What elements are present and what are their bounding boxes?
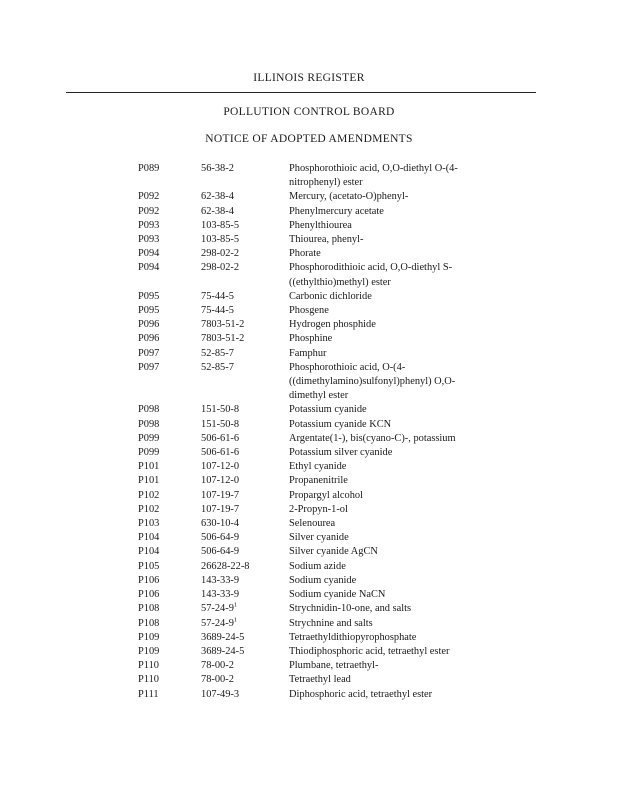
cas-number: 7803-51-2 xyxy=(201,319,245,331)
waste-code: P098 xyxy=(138,418,160,430)
waste-code: P106 xyxy=(138,574,160,586)
substance-name: Ethyl cyanide xyxy=(289,461,347,473)
cas-number: 107-12-0 xyxy=(201,475,240,487)
substance-name: Tetraethyl lead xyxy=(289,674,351,686)
substance-name: Propargyl alcohol xyxy=(289,489,363,501)
waste-code: P089 xyxy=(138,163,160,174)
cas-number: 75-44-5 xyxy=(201,305,234,317)
waste-code: P104 xyxy=(138,546,160,558)
cas-number: 52-85-7 xyxy=(201,347,234,359)
substance-name: Plumbane, tetraethyl- xyxy=(289,660,379,672)
cas-number: 3689-24-5 xyxy=(201,631,245,643)
waste-code: P111 xyxy=(138,688,159,700)
substance-name: Phosgene xyxy=(289,305,329,317)
substance-name: Phosphorothioic acid, O,O-diethyl O-(4-nitrophenyl) ester xyxy=(289,163,458,189)
waste-code: P094 xyxy=(138,262,160,274)
table-row xyxy=(0,261,618,289)
waste-code: P104 xyxy=(138,532,160,544)
waste-code: P101 xyxy=(138,461,160,473)
table-row xyxy=(0,162,618,190)
substance-name: Selenourea xyxy=(289,518,336,530)
footnote-marker: 1 xyxy=(233,601,238,609)
cas-number: 62-38-4 xyxy=(201,191,234,203)
waste-code: P092 xyxy=(138,205,160,217)
substance-name: Sodium cyanide xyxy=(289,574,357,586)
table-row xyxy=(0,659,618,673)
waste-code: P097 xyxy=(138,361,160,373)
substance-name: Argentate(1-), bis(cyano-C)-, potassium xyxy=(289,432,456,444)
table-row xyxy=(0,418,618,432)
table-row xyxy=(0,403,618,417)
cas-number: 52-85-7 xyxy=(201,361,234,373)
waste-code: P109 xyxy=(138,631,160,643)
substance-name: Phorate xyxy=(289,248,321,260)
register-title: ILLINOIS REGISTER xyxy=(253,72,365,84)
substance-name: Phenylthiourea xyxy=(289,219,352,231)
table-row xyxy=(0,545,618,559)
waste-code: P095 xyxy=(138,290,160,302)
substance-name: 2-Propyn-1-ol xyxy=(289,503,348,515)
cas-number: 506-64-9 xyxy=(201,532,240,544)
cas-number: 26628-22-8 xyxy=(201,560,250,572)
waste-code: P101 xyxy=(138,475,160,487)
table-row xyxy=(0,688,618,702)
table-row xyxy=(0,489,618,503)
substance-name: Potassium silver cyanide xyxy=(289,447,393,459)
cas-number: 151-50-8 xyxy=(201,418,240,430)
cas-number: 143-33-9 xyxy=(201,589,240,601)
waste-code: P109 xyxy=(138,645,160,657)
cas-number: 62-38-4 xyxy=(201,205,234,217)
substance-name: Silver cyanide xyxy=(289,532,349,544)
substance-name: Potassium cyanide xyxy=(289,404,367,416)
waste-code: P106 xyxy=(138,589,160,601)
waste-code: P102 xyxy=(138,503,160,515)
table-row xyxy=(0,233,618,247)
waste-code: P092 xyxy=(138,191,160,203)
table-row xyxy=(0,673,618,687)
table-row xyxy=(0,503,618,517)
table-row xyxy=(0,460,618,474)
substance-name: Thiodiphosphoric acid, tetraethyl ester xyxy=(289,645,450,657)
footnote-marker: 1 xyxy=(233,616,238,624)
cas-number: 143-33-9 xyxy=(201,574,240,586)
table-row xyxy=(0,588,618,602)
cas-number: 75-44-5 xyxy=(201,290,234,302)
waste-code: P108 xyxy=(138,603,160,615)
substance-name: Hydrogen phosphide xyxy=(289,319,376,331)
waste-code: P105 xyxy=(138,560,160,572)
table-row xyxy=(0,574,618,588)
cas-number: 3689-24-5 xyxy=(201,645,245,657)
table-row xyxy=(0,432,618,446)
waste-code: P096 xyxy=(138,319,160,331)
waste-code: P110 xyxy=(138,674,159,686)
table-row xyxy=(0,304,618,318)
cas-number: 151-50-8 xyxy=(201,404,240,416)
table-row xyxy=(0,617,618,631)
agency-name: POLLUTION CONTROL BOARD xyxy=(223,106,395,118)
table-row xyxy=(0,290,618,304)
cas-number: 298-02-2 xyxy=(201,262,240,274)
cas-number: 103-85-5 xyxy=(201,219,240,231)
header-rule xyxy=(66,92,536,93)
cas-number: 298-02-2 xyxy=(201,248,240,260)
waste-code: P099 xyxy=(138,447,160,459)
waste-code: P097 xyxy=(138,347,160,359)
cas-number: $57-24-9^1$ xyxy=(201,616,238,629)
substance-name: Mercury, (acetato-O)phenyl- xyxy=(289,191,409,203)
substance-name: Phenylmercury acetate xyxy=(289,205,384,217)
notice-title: NOTICE OF ADOPTED AMENDMENTS xyxy=(205,133,413,145)
cas-number: 78-00-2 xyxy=(201,660,234,672)
table-row xyxy=(0,205,618,219)
waste-code-table xyxy=(0,162,618,702)
table-row xyxy=(0,531,618,545)
table-row xyxy=(0,347,618,361)
substance-name: Thiourea, phenyl- xyxy=(289,234,364,246)
cas-number: 506-61-6 xyxy=(201,447,240,459)
substance-name: Sodium cyanide NaCN xyxy=(289,589,386,601)
table-row xyxy=(0,361,618,404)
substance-name: Diphosphoric acid, tetraethyl ester xyxy=(289,688,433,700)
cas-number: 506-61-6 xyxy=(201,432,240,444)
cas-number: 56-38-2 xyxy=(201,163,234,174)
cas-number: 107-19-7 xyxy=(201,503,240,515)
substance-name: Phosphine xyxy=(289,333,333,345)
substance-name: Silver cyanide AgCN xyxy=(289,546,378,558)
substance-name: Strychnidin-10-one, and salts xyxy=(289,603,412,615)
waste-code: P110 xyxy=(138,660,159,672)
table-row xyxy=(0,474,618,488)
cas-number: 103-85-5 xyxy=(201,234,240,246)
cas-number: $57-24-9^1$ xyxy=(201,601,238,615)
substance-name: Strychnine and salts xyxy=(289,617,373,629)
substance-name: Phosphorothioic acid, O-(4-((dimethylamino)sulfonyl)phenyl) O,O-dimethyl ester xyxy=(289,361,456,402)
table-row xyxy=(0,318,618,332)
waste-code: P093 xyxy=(138,219,160,231)
substance-name: Sodium azide xyxy=(289,560,346,572)
table-row xyxy=(0,247,618,261)
table-row xyxy=(0,645,618,659)
table-row xyxy=(0,332,618,346)
table-row xyxy=(0,517,618,531)
table-row xyxy=(0,602,618,616)
waste-code: P095 xyxy=(138,305,160,317)
waste-code: P093 xyxy=(138,234,160,246)
substance-name: Tetraethyldithiopyrophosphate xyxy=(289,631,417,643)
cas-number: 107-49-3 xyxy=(201,688,240,700)
cas-number: 107-19-7 xyxy=(201,489,240,501)
cas-number: 630-10-4 xyxy=(201,518,240,530)
substance-name: Potassium cyanide KCN xyxy=(289,418,392,430)
substance-name: Propanenitrile xyxy=(289,475,348,487)
waste-code: P103 xyxy=(138,518,160,530)
substance-name: Carbonic dichloride xyxy=(289,290,372,302)
waste-code: P096 xyxy=(138,333,160,345)
waste-code: P094 xyxy=(138,248,160,260)
cas-number: 107-12-0 xyxy=(201,461,240,473)
substance-name: Famphur xyxy=(289,347,327,359)
table-row xyxy=(0,560,618,574)
cas-number: 7803-51-2 xyxy=(201,333,245,345)
table-row xyxy=(0,190,618,204)
substance-name: Phosphorodithioic acid, O,O-diethyl S-((ethylthio)methyl) ester xyxy=(289,262,453,288)
cas-number: 506-64-9 xyxy=(201,546,240,558)
table-row xyxy=(0,446,618,460)
waste-code: P102 xyxy=(138,489,160,501)
waste-code: P108 xyxy=(138,617,160,629)
table-row xyxy=(0,219,618,233)
cas-number: 78-00-2 xyxy=(201,674,234,686)
table-row xyxy=(0,631,618,645)
waste-code: P098 xyxy=(138,404,160,416)
waste-code: P099 xyxy=(138,432,160,444)
